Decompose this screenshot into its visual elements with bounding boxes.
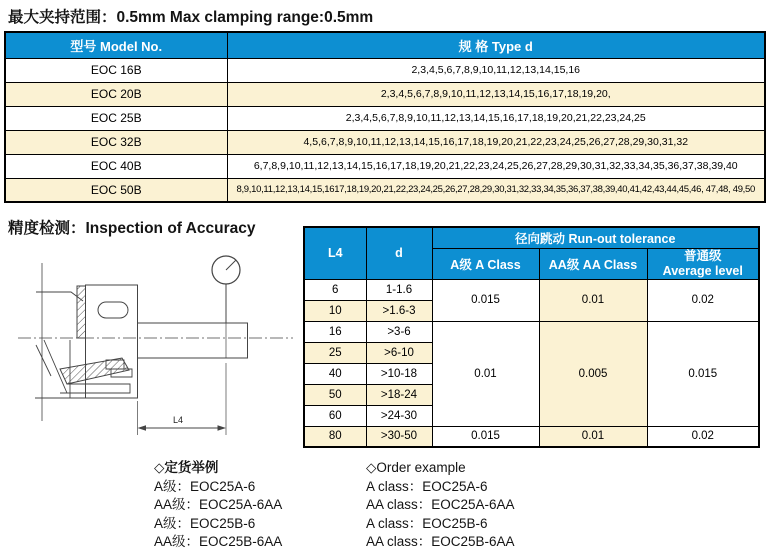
table-row: [5, 58, 765, 82]
spec-header-row: [5, 32, 765, 58]
d-cell: >6-10: [366, 342, 432, 363]
average-cell: 0.02: [647, 279, 759, 321]
average-cell: 0.015: [647, 321, 759, 426]
table-row: [5, 130, 765, 154]
model-cell: EOC 25B: [5, 106, 227, 130]
l4-header: L4: [304, 227, 366, 279]
model-cell: EOC 20B: [5, 82, 227, 106]
sizes-cell: 4,5,6,7,8,9,10,11,12,13,14,15,16,17,18,19,20,21,22,23,24,25,26,27,28,29,30,31,32: [227, 130, 765, 154]
d-cell: >30-50: [366, 426, 432, 447]
wrench-slot: [98, 302, 128, 318]
nut-top-edge: [36, 292, 83, 301]
order-example-en-title: ◇Order example: [366, 460, 466, 475]
tolerance-table: [303, 226, 760, 448]
sizes-cell: 2,3,4,5,6,7,8,9,10,11,12,13,14,15,16: [227, 58, 765, 82]
order-example-line: A级：EOC25A-6: [154, 478, 256, 494]
d-cell: >18-24: [366, 384, 432, 405]
l4-cell: 10: [304, 300, 366, 321]
average-level-en: Average level: [662, 263, 743, 278]
l4-cell: 25: [304, 342, 366, 363]
order-example-line: A级：EOC25B-6: [154, 515, 256, 531]
table-row: [304, 321, 759, 342]
aa-class-cell: 0.005: [539, 321, 647, 426]
table-row: [304, 279, 759, 300]
spec-header-type: 规 格 Type d: [227, 32, 765, 58]
order-example-line: A class：EOC25A-6: [366, 478, 488, 494]
average-cell: 0.02: [647, 426, 759, 447]
sizes-cell: 6,7,8,9,10,11,12,13,14,15,16,17,18,19,20,21,22,23,24,25,26,27,28,29,30,31,32,33,34,35,36,37,38,39,40: [227, 154, 765, 178]
model-cell: EOC 50B: [5, 178, 227, 202]
technical-drawing: [10, 243, 300, 458]
runout-header: 径向跳动 Run-out tolerance: [432, 227, 759, 248]
table-row: [5, 178, 765, 202]
order-example-line: A class：EOC25B-6: [366, 515, 488, 531]
collet-hatch-strip: [77, 286, 86, 338]
indicator-needle: [226, 260, 236, 270]
collet-runout-diagram: [10, 243, 300, 458]
arrow-left: [138, 425, 147, 431]
d-cell: >24-30: [366, 405, 432, 426]
dimension-label: L4: [172, 415, 184, 425]
sizes-cell: 2,3,4,5,6,7,8,9,10,11,12,13,14,15,16,17,18,19,20,: [227, 82, 765, 106]
aa-class-header: AA级 AA Class: [539, 248, 647, 279]
d-cell: >10-18: [366, 363, 432, 384]
a-class-cell: 0.015: [432, 426, 539, 447]
nut-lower-steps: [60, 384, 130, 393]
sizes-cell: 2,3,4,5,6,7,8,9,10,11,12,13,14,15,16,17,18,19,20,21,22,23,24,25: [227, 106, 765, 130]
aa-class-cell: 0.01: [539, 279, 647, 321]
cone-outer-line: [44, 340, 67, 393]
d-header: d: [366, 227, 432, 279]
order-example-zh-title: ◇定货举例: [154, 460, 219, 475]
table-row: [304, 426, 759, 447]
test-bar: [138, 323, 248, 358]
model-spec-table: [4, 31, 766, 203]
l4-cell: 6: [304, 279, 366, 300]
a-class-header: A级 A Class: [432, 248, 539, 279]
tolerance-header-row: [304, 227, 759, 248]
model-cell: EOC 32B: [5, 130, 227, 154]
model-cell: EOC 16B: [5, 58, 227, 82]
average-level-zh: 普通级: [684, 248, 722, 263]
d-cell: >1.6-3: [366, 300, 432, 321]
a-class-cell: 0.015: [432, 279, 539, 321]
l4-cell: 50: [304, 384, 366, 405]
average-level-header: [647, 248, 759, 279]
order-example-zh: [154, 459, 282, 552]
aa-class-cell: 0.01: [539, 426, 647, 447]
spec-header-model: 型号 Model No.: [5, 32, 227, 58]
sizes-cell: 8,9,10,11,12,13,14,15,1617,18,19,20,21,22,23,24,25,26,27,28,29,30,31,32,33,34,35,36,37,38,39,40,41,42,43,44,45,46, 47,48, 49,50: [227, 178, 765, 202]
l4-cell: 40: [304, 363, 366, 384]
l4-cell: 60: [304, 405, 366, 426]
model-cell: EOC 40B: [5, 154, 227, 178]
inspection-title: 精度检测：Inspection of Accuracy: [8, 220, 256, 237]
l4-cell: 16: [304, 321, 366, 342]
order-example-line: AA class：EOC25A-6AA: [366, 497, 515, 512]
l4-cell: 80: [304, 426, 366, 447]
a-class-cell: 0.01: [432, 321, 539, 426]
order-example-line: AA级：EOC25B-6AA: [154, 534, 283, 549]
arrow-right: [218, 425, 227, 431]
table-row: [5, 106, 765, 130]
order-example-line: AA class：EOC25B-6AA: [366, 534, 515, 549]
table-row: [5, 82, 765, 106]
d-cell: 1-1.6: [366, 279, 432, 300]
order-example-line: AA级：EOC25A-6AA: [154, 497, 283, 512]
order-example-en: [366, 459, 515, 552]
table-row: [5, 154, 765, 178]
d-cell: >3-6: [366, 321, 432, 342]
max-clamping-title: 最大夹持范围：0.5mm Max clamping range:0.5mm: [8, 9, 374, 26]
cone-inner-line: [36, 345, 51, 376]
